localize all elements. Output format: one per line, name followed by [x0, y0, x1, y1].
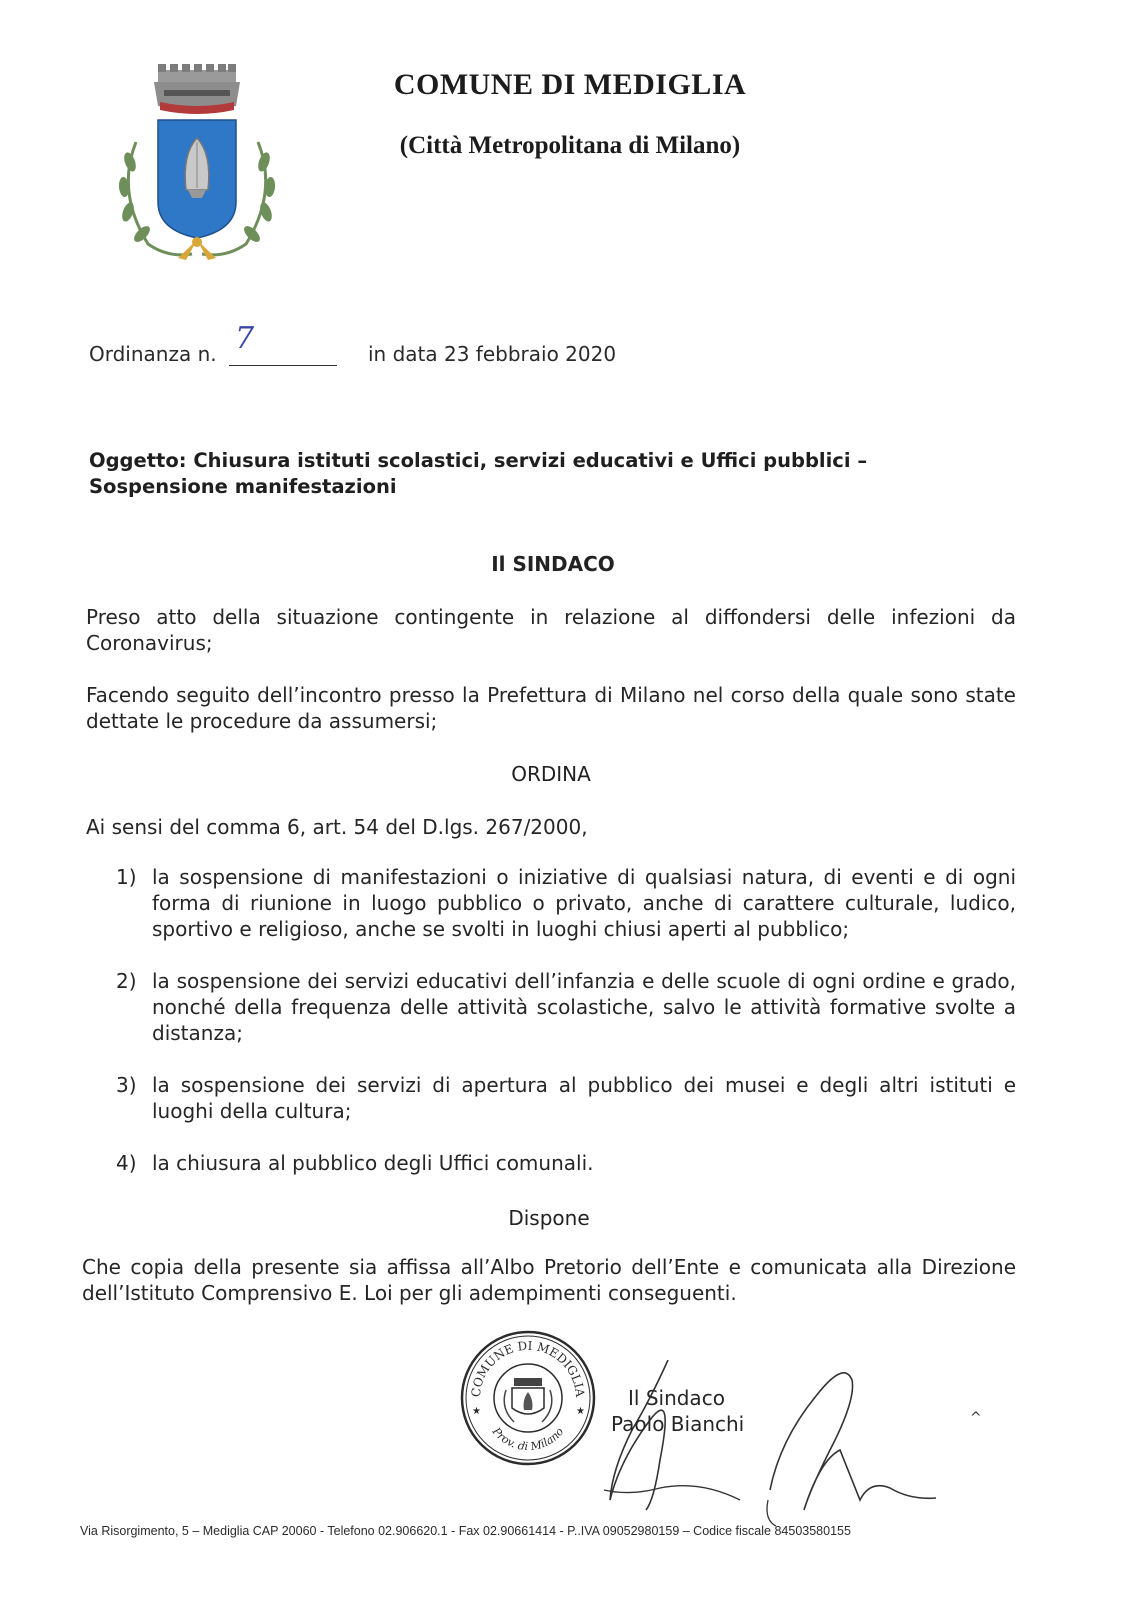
list-item [116, 864, 1016, 942]
list-item [116, 968, 1016, 1046]
legal-basis: Ai sensi del comma 6, art. 54 del D.lgs. 267/2000, [86, 815, 588, 839]
municipal-crest-icon [108, 62, 286, 267]
preamble-paragraph: Facendo seguito dell’incontro presso la Prefettura di Milano nel corso della quale sono state dettate le procedure da assumersi; [86, 683, 1016, 733]
subject-line: Oggetto: Chiusura istituti scolastici, servizi educativi e Uffici pubblici – Sospensione manifestazioni [89, 449, 868, 498]
ordinance-line [89, 321, 337, 366]
caret-mark-icon: ^ [970, 1410, 982, 1426]
ribbon-icon [178, 237, 216, 260]
footer-contact: Via Risorgimento, 5 – Mediglia CAP 20060 - Telefono 02.906620.1 - Fax 02.90661414 - P..IVA 09052980159 – Codice fiscale 84503580155 [80, 1524, 851, 1538]
signatory-name: Paolo Bianchi [611, 1412, 745, 1436]
order-list [116, 864, 1016, 1176]
list-item-text: la sospensione di manifestazioni o iniziative di qualsiasi natura, di eventi e di ogni forma di riunione in luogo pubblico o privato, anche di carattere culturale, ludico, sportivo e religioso, anche se svolti in luoghi chiusi aperti al pubblico; [152, 865, 1016, 941]
dispone-heading: Dispone [508, 1206, 590, 1230]
list-item [116, 1150, 1016, 1176]
signatory-role: Il Sindaco [628, 1386, 725, 1410]
ordinance-label: Ordinanza n. [89, 342, 217, 366]
order-heading: ORDINA [511, 762, 591, 786]
list-item-number: 4) [116, 1151, 137, 1175]
list-item-text: la chiusura al pubblico degli Uffici comunali. [152, 1151, 594, 1175]
issuer-heading: Il SINDACO [491, 552, 615, 576]
municipality-name: COMUNE DI MEDIGLIA [393, 68, 747, 101]
list-item-text: la sospensione dei servizi educativi dell’infanzia e delle scuole di ogni ordine e grado, nonché della frequenza delle attività scolastiche, salvo le attività formative svolte a distanza; [152, 969, 1016, 1045]
list-item-number: 3) [116, 1073, 137, 1097]
svg-text:★: ★ [576, 1406, 585, 1417]
ordinance-date: in data 23 febbraio 2020 [368, 342, 617, 366]
final-paragraph: Che copia della presente sia affissa all’Albo Pretorio dell’Ente e comunicata alla Direzione dell’Istituto Comprensivo E. Loi per gli adempimenti conseguenti. [82, 1255, 1016, 1305]
crown-icon [154, 64, 240, 114]
preamble-paragraph: Preso atto della situazione contingente in relazione al diffondersi delle infezioni da Coronavirus; [86, 605, 1016, 655]
ordinance-number: 7 [234, 321, 255, 356]
list-item-text: la sospensione dei servizi di apertura al pubblico dei musei e degli altri istituti e luoghi della cultura; [152, 1073, 1016, 1123]
list-item [116, 1072, 1016, 1124]
svg-text:COMUNE DI MEDIGLIA: COMUNE DI MEDIGLIA [468, 1338, 588, 1398]
official-seal-icon [458, 1328, 598, 1468]
municipality-subtitle: (Città Metropolitana di Milano) [399, 132, 741, 159]
svg-text:★: ★ [472, 1406, 481, 1417]
list-item-number: 1) [116, 865, 137, 889]
ordinance-number-field [229, 321, 337, 366]
list-item-number: 2) [116, 969, 137, 993]
svg-text:Prov. di Milano: Prov. di Milano [489, 1425, 567, 1454]
